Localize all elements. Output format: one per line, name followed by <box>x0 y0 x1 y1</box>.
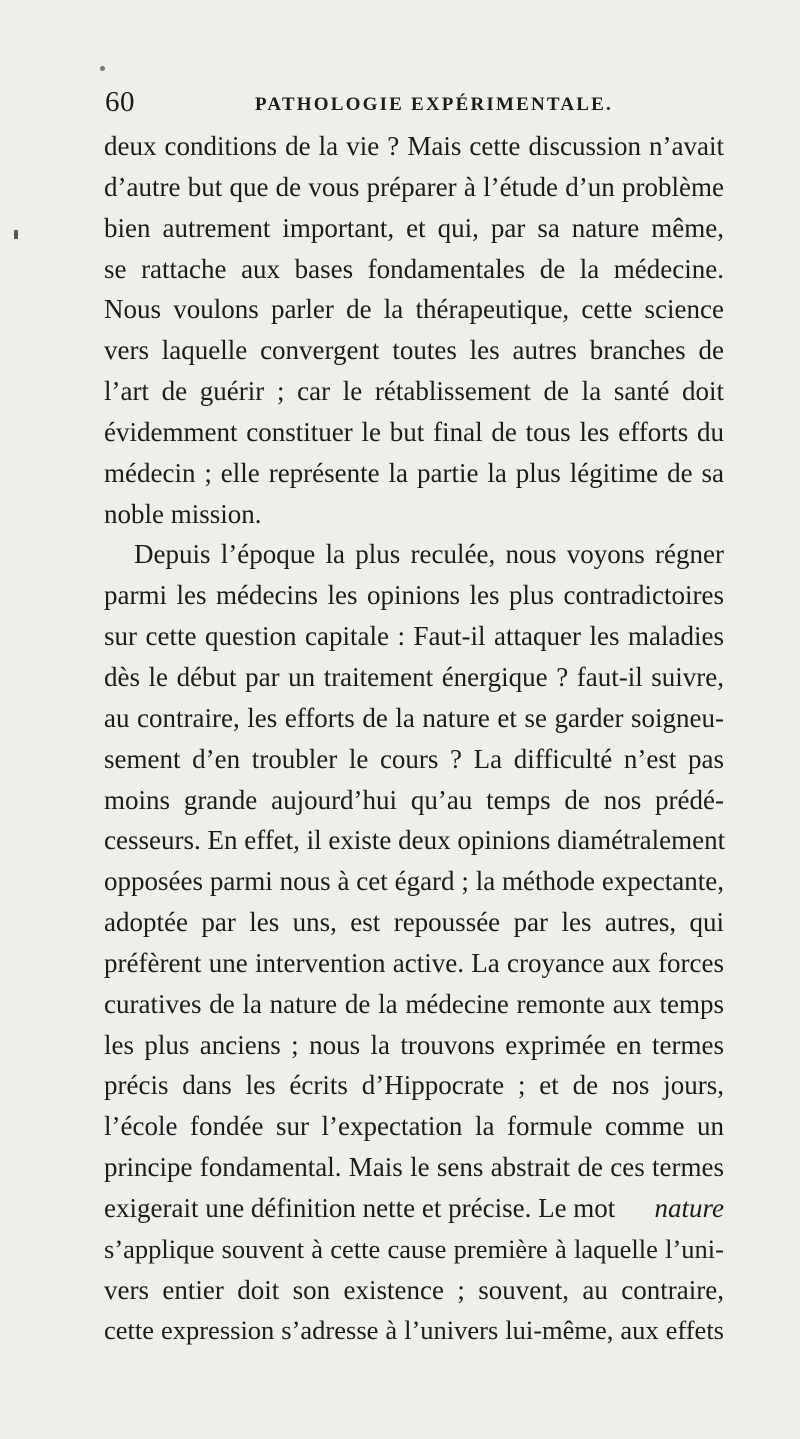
paragraph-start-line: Depuis l’époque la plus reculée, nous voyons régner <box>134 539 724 570</box>
text-line: préfèrent une intervention active. La croyance aux forces <box>104 947 724 978</box>
text-line: opposées parmi nous à cet égard ; la méthode expectante, <box>104 866 724 897</box>
text-line: l’art de guérir ; car le rétablissement de la santé doit <box>104 376 724 407</box>
paragraph-end-line: noble mission. <box>104 498 262 529</box>
text-line: adoptée par les uns, est repoussée par les autres, qui <box>104 907 724 938</box>
text-line: curatives de la nature de la médecine remonte aux temps <box>104 988 724 1019</box>
running-head: PATHOLOGIE EXPÉRIMENTALE. <box>255 94 613 115</box>
text-line: précis dans les écrits d’Hippocrate ; et de nos jours, <box>104 1070 724 1101</box>
text-line: se rattache aux bases fondamentales de la médecine. <box>104 253 724 284</box>
text-line: bien autrement important, et qui, par sa nature même, <box>104 212 724 243</box>
page-number: 60 <box>105 86 135 118</box>
ink-speck <box>100 66 105 71</box>
text-line: cette expression s’adresse à l’univers lui-même, aux effets <box>104 1315 724 1346</box>
text-line: principe fondamental. Mais le sens abstrait de ces termes <box>104 1152 724 1183</box>
text-line: sur cette question capitale : Faut-il attaquer les maladies <box>104 621 724 652</box>
text-line: vers laquelle convergent toutes les autres branches de <box>104 335 724 366</box>
text-line: s’applique souvent à cette cause première à laquelle l’uni- <box>104 1233 724 1264</box>
text-line: deux conditions de la vie ? Mais cette discussion n’avait <box>104 131 724 161</box>
body-text <box>104 126 724 1351</box>
text-line: Nous voulons parler de la thérapeutique, cette science <box>104 294 724 325</box>
text-line: sement d’en troubler le cours ? La difficulté n’est pas <box>104 743 724 774</box>
text-line-with-italic <box>104 1188 724 1229</box>
text-line: vers entier doit son existence ; souvent, au contraire, <box>104 1274 724 1305</box>
text-segment: exigerait une définition nette et précise. Le mot <box>104 1192 616 1223</box>
text-line: d’autre but que de vous préparer à l’étude d’un problème <box>104 171 724 202</box>
italic-word: nature <box>654 1192 724 1223</box>
text-line: cesseurs. En effet, il existe deux opinions diamétralement <box>104 825 726 856</box>
text-line: évidemment constituer le but final de tous les efforts du <box>104 416 724 447</box>
text-line: l’école fondée sur l’expectation la formule comme un <box>104 1111 724 1142</box>
text-line: médecin ; elle représente la partie la plus légitime de sa <box>104 457 724 488</box>
margin-mark <box>14 230 18 239</box>
text-line: parmi les médecins les opinions les plus contradictoires <box>104 580 724 611</box>
text-line: les plus anciens ; nous la trouvons exprimée en termes <box>104 1029 724 1060</box>
text-line: au contraire, les efforts de la nature et se garder soigneu- <box>104 702 724 733</box>
page-header <box>105 86 715 122</box>
text-line: dès le début par un traitement énergique ? faut-il suivre, <box>104 661 724 692</box>
text-line: moins grande aujourd’hui qu’au temps de nos prédé- <box>104 784 724 815</box>
